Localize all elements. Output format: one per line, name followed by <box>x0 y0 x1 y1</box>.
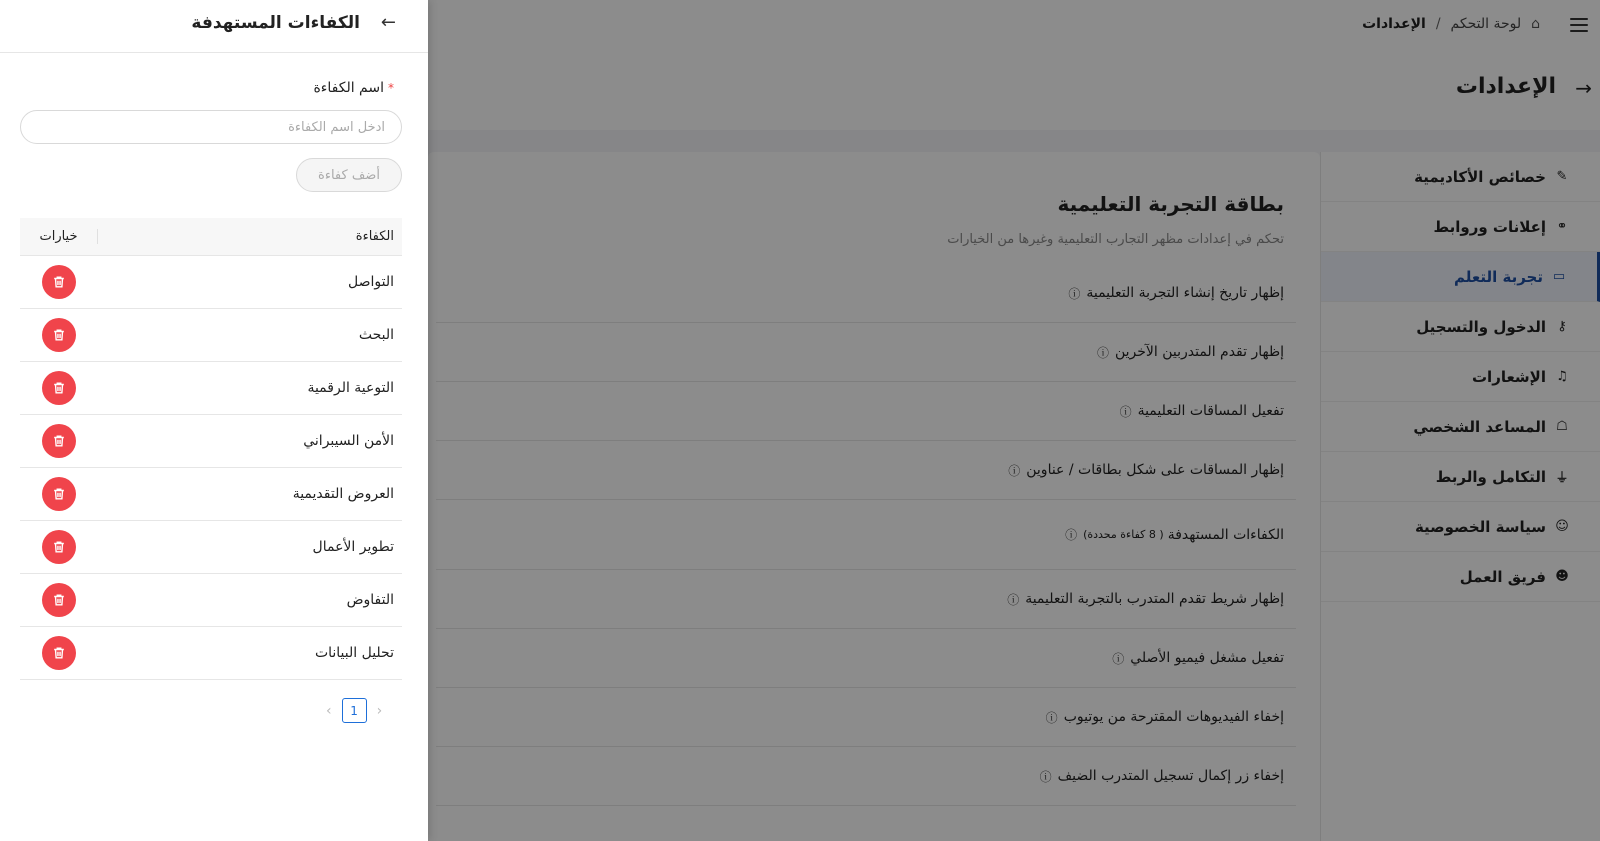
competency-name: البحث <box>358 327 394 343</box>
delete-competency-button[interactable] <box>42 424 76 458</box>
drawer-title: الكفاءات المستهدفة <box>191 13 360 33</box>
link-icon: ⚭ <box>1556 219 1568 234</box>
user-shield-icon: ☺ <box>1555 519 1569 534</box>
delete-competency-button[interactable] <box>42 371 76 405</box>
info-icon[interactable]: ⓘ <box>1119 404 1132 419</box>
table-row <box>20 362 402 415</box>
competency-name: تحليل البيانات <box>314 645 394 661</box>
info-icon[interactable]: ⓘ <box>1039 769 1052 784</box>
trash-icon <box>52 381 66 395</box>
info-icon[interactable]: ⓘ <box>1008 463 1021 478</box>
trash-icon <box>52 328 66 342</box>
delete-competency-button[interactable] <box>42 265 76 299</box>
info-icon[interactable]: ⓘ <box>1068 286 1081 301</box>
delete-competency-button[interactable] <box>42 477 76 511</box>
row-options <box>20 371 98 405</box>
trash-icon <box>52 646 66 660</box>
table-row <box>20 468 402 521</box>
row-options <box>20 583 98 617</box>
page-title: الإعدادات <box>1455 74 1556 99</box>
column-header-competency: الكفاءة <box>355 229 394 244</box>
info-icon[interactable]: ⓘ <box>1065 528 1078 542</box>
trash-icon <box>52 540 66 554</box>
row-options <box>20 636 98 670</box>
row-options <box>20 477 98 511</box>
page-number[interactable]: 1 <box>342 698 367 723</box>
setting-label: تفعيل المساقات التعليمية <box>1137 403 1284 419</box>
table-body <box>20 256 402 680</box>
setting-note: ( 8 كفاءة محددة) <box>1083 528 1164 541</box>
column-header-options: خيارات <box>20 229 98 244</box>
competencies-table <box>20 218 402 680</box>
team-icon: ☻ <box>1555 569 1569 584</box>
table-row <box>20 309 402 362</box>
card-title: بطاقة التجربة التعليمية <box>1057 192 1284 216</box>
competency-name-label-text: اسم الكفاءة <box>313 80 384 96</box>
breadcrumb-home[interactable]: لوحة التحكم <box>1450 16 1522 32</box>
setting-label: إخفاء الفيديوهات المقترحة من يوتيوب <box>1063 709 1284 725</box>
add-competency-button[interactable]: أضف كفاءة <box>296 158 402 192</box>
sidebar-item-label: الدخول والتسجيل <box>1416 317 1546 336</box>
sidebar-item-label: إعلانات وروابط <box>1433 217 1546 236</box>
delete-competency-button[interactable] <box>42 318 76 352</box>
breadcrumb-current: الإعدادات <box>1362 16 1426 32</box>
required-asterisk: * <box>388 81 394 95</box>
trash-icon <box>52 487 66 501</box>
sidebar-item-label: المساعد الشخصي <box>1413 417 1546 436</box>
sidebar-item-label: فريق العمل <box>1459 567 1546 586</box>
delete-competency-button[interactable] <box>42 530 76 564</box>
book-icon: ▭ <box>1552 269 1566 284</box>
home-icon[interactable]: ⌂ <box>1531 16 1540 32</box>
competency-name: التوعية الرقمية <box>307 380 394 396</box>
competency-name: تطوير الأعمال <box>312 539 394 555</box>
sidebar-item-label: سياسة الخصوصية <box>1414 517 1546 536</box>
info-icon[interactable]: ⓘ <box>1096 345 1109 360</box>
trash-icon <box>52 434 66 448</box>
trash-icon <box>52 275 66 289</box>
row-options <box>20 530 98 564</box>
competency-name-input[interactable] <box>20 110 402 144</box>
setting-label: إظهار تاريخ إنشاء التجربة التعليمية <box>1086 285 1284 301</box>
bell-icon: ♫ <box>1556 369 1568 384</box>
sidebar-item-label: تجربة التعلم <box>1454 267 1543 286</box>
card-subtitle: تحكم في إعدادات مظهر التجارب التعليمية وغيرها من الخيارات <box>947 232 1284 247</box>
table-row <box>20 521 402 574</box>
trash-icon <box>52 593 66 607</box>
setting-label: تفعيل مشغل فيميو الأصلي <box>1130 650 1284 666</box>
sidebar-item-label: الإشعارات <box>1471 367 1546 386</box>
info-icon[interactable]: ⓘ <box>1045 710 1058 725</box>
delete-competency-button[interactable] <box>42 583 76 617</box>
setting-label: الكفاءات المستهدفة <box>1167 526 1284 543</box>
setting-label: إظهار تقدم المتدربين الآخرين <box>1114 344 1284 360</box>
sidebar-item-label: خصائص الأكاديمية <box>1414 167 1546 186</box>
breadcrumb-separator: / <box>1435 16 1441 32</box>
robot-icon: ☖ <box>1556 419 1568 434</box>
drawer-header <box>0 0 428 53</box>
plug-icon: ⏚ <box>1555 471 1569 486</box>
prev-page-chevron-icon[interactable]: ‹ <box>326 702 332 719</box>
table-row <box>20 415 402 468</box>
table-row <box>20 627 402 680</box>
delete-competency-button[interactable] <box>42 636 76 670</box>
table-row <box>20 256 402 309</box>
paint-bucket-icon: ✎ <box>1556 169 1568 184</box>
competencies-drawer <box>0 0 428 841</box>
drawer-back-arrow-icon[interactable]: ← <box>380 12 396 33</box>
back-arrow-icon[interactable]: → <box>1575 76 1592 100</box>
competency-name-label <box>313 80 394 96</box>
setting-label: إظهار شريط تقدم المتدرب بالتجربة التعليمية <box>1025 591 1284 607</box>
table-header <box>20 218 402 256</box>
competency-name: التواصل <box>348 274 394 290</box>
next-page-chevron-icon[interactable]: › <box>376 702 383 719</box>
setting-label: إخفاء زر إكمال تسجيل المتدرب الضيف <box>1057 768 1284 784</box>
table-row <box>20 574 402 627</box>
competency-name: التفاوض <box>346 592 394 608</box>
info-icon[interactable]: ⓘ <box>1112 651 1125 666</box>
row-options <box>20 265 98 299</box>
key-icon: ⚷ <box>1557 319 1567 334</box>
sidebar-item-label: التكامل والربط <box>1435 467 1546 486</box>
info-icon[interactable]: ⓘ <box>1007 592 1020 607</box>
row-options <box>20 424 98 458</box>
row-options <box>20 318 98 352</box>
pagination <box>326 698 382 723</box>
competency-name: العروض التقديمية <box>292 486 394 502</box>
setting-label: إظهار المساقات على شكل بطاقات / عناوين <box>1026 462 1284 478</box>
competency-name: الأمن السيبراني <box>303 433 394 449</box>
